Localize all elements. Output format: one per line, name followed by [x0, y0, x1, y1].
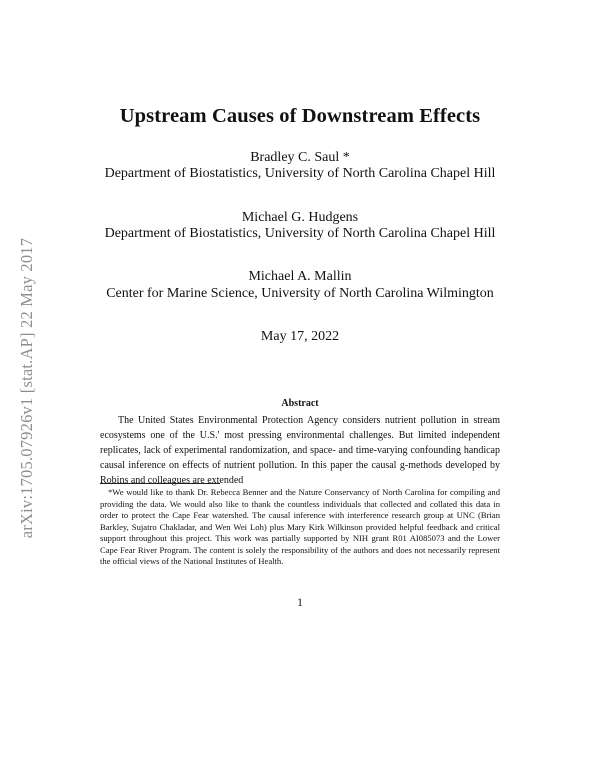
- paper-title: Upstream Causes of Downstream Effects: [119, 105, 481, 127]
- author-name: Michael G. Hudgens: [241, 210, 359, 225]
- author-name: Bradley C. Saul *: [250, 150, 350, 165]
- footnote-divider: [100, 483, 220, 484]
- acknowledgement-footnote: *We would like to thank Dr. Rebecca Benner and the Nature Conservancy of North Carolina for compiling and providing the data. We would also like to thank the countless individuals that collected and collated this data in order to protect the Cape Fear watershed. The causal inference with interference research group at UNC (Brian Barkley, Sujatro Chakladar, and Wen Wei Loh) plus Mary Kirk Wilkinson provided helpful feedback and critical support throughout this project. This work was partially supported by NIH grant R01 AI085073 and the Lower Cape Fear River Program. The content is solely the responsibility of the authors and does not necessarily represent the official views of the National Institutes of Health.: [100, 487, 500, 566]
- author-affiliation: Center for Marine Science, University of North Carolina Wilmington: [106, 286, 494, 301]
- author-affiliation: Department of Biostatistics, University of North Carolina Chapel Hill: [104, 166, 496, 181]
- page-number: 1: [297, 597, 303, 609]
- abstract-heading: Abstract: [281, 398, 319, 409]
- author-name: Michael A. Mallin: [248, 269, 352, 284]
- abstract-body: The United States Environmental Protection Agency considers nutrient pollution in stream ecosystems one of the U.S.' most pressing environmental challenges. But limited independent replicates, lack of experimental randomization, and space- and time-varying confounding handicap causal inference on effects of nutrient pollution. In this paper the causal g-methods developed by Robins and colleagues are extended: [100, 415, 500, 486]
- arxiv-identifier-stamp: arXiv:1705.07926v1 [stat.AP] 22 May 2017: [17, 237, 36, 539]
- paper-date: May 17, 2022: [260, 329, 340, 344]
- author-affiliation: Department of Biostatistics, University of North Carolina Chapel Hill: [104, 226, 496, 241]
